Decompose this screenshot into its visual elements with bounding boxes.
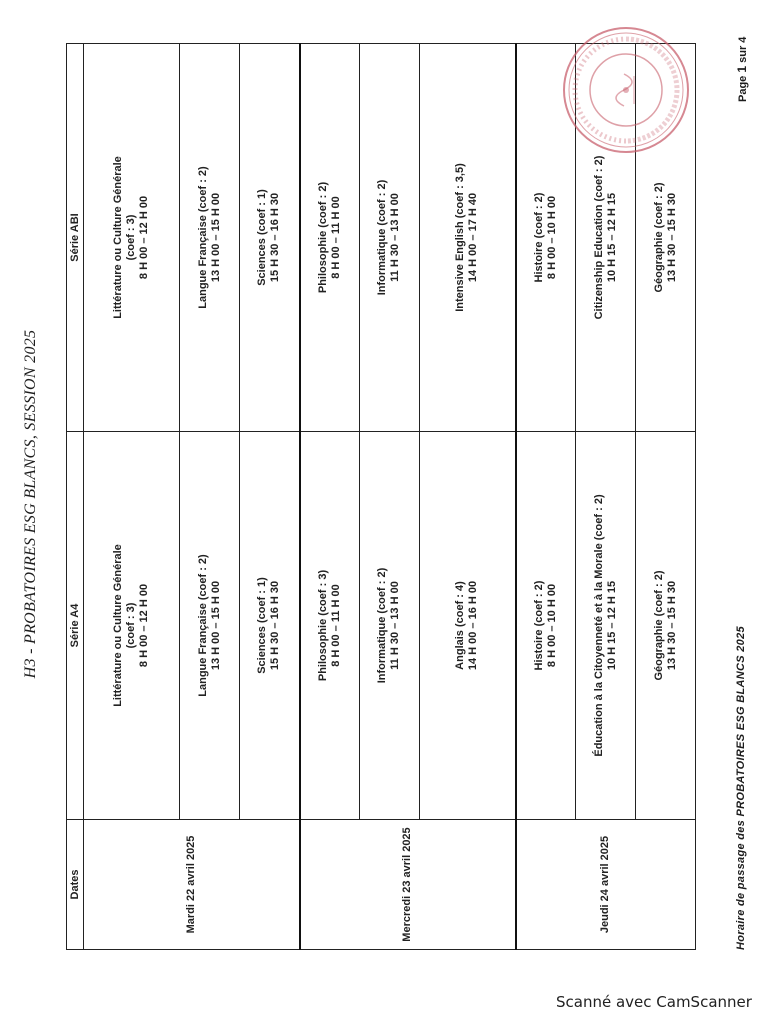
table-row (84, 44, 180, 950)
exam-subject: Éducation à la Citoyenneté et à la Morale (coef : 2) (592, 494, 605, 757)
exam-subject: Littérature ou Culture Générale (112, 156, 125, 319)
date-cell: Jeudi 24 avril 2025 (516, 820, 696, 950)
table-row (360, 44, 420, 950)
exam-subject: Informatique (coef : 2) (376, 567, 389, 684)
exam-cell-a4 (636, 432, 696, 820)
exam-time: 8 H 00 – 12 H 00 (138, 583, 151, 668)
exam-cell-abi (240, 44, 300, 432)
table-row (419, 44, 515, 950)
exam-subject: Intensive English (coef : 3,5) (454, 163, 467, 312)
exam-time: 10 H 15 – 12 H 15 (605, 580, 618, 671)
exam-subject: Géographie (coef : 2) (652, 182, 665, 293)
exam-cell-a4 (360, 432, 420, 820)
exam-cell-abi (360, 44, 420, 432)
exam-cell-abi (419, 44, 515, 432)
schedule-table (66, 43, 696, 950)
scanner-watermark: Scanné avec CamScanner (556, 993, 752, 1011)
table-row (516, 44, 576, 950)
exam-time: 8 H 00 – 12 H 00 (138, 195, 151, 280)
header-dates: Dates (67, 820, 84, 950)
exam-cell-abi (84, 44, 180, 432)
exam-subject: Langue Française (coef : 2) (196, 166, 209, 309)
page-current: 1 (735, 65, 749, 73)
exam-time: 13 H 30 – 15 H 30 (665, 580, 678, 671)
exam-cell-a4 (180, 432, 240, 820)
exam-subject: Géographie (coef : 2) (652, 570, 665, 681)
exam-time: 14 H 00 – 16 H 00 (467, 580, 480, 671)
page-number (735, 37, 749, 102)
exam-subject: Informatique (coef : 2) (376, 179, 389, 296)
exam-time: 13 H 00 – 15 H 00 (209, 192, 222, 283)
table-row (576, 44, 636, 950)
footer-note: Horaire de passage des PROBATOIRES ESG BLANCS 2025 (735, 626, 747, 950)
exam-time: 8 H 00 – 11 H 00 (329, 584, 342, 667)
exam-subject: Littérature ou Culture Générale (112, 544, 125, 707)
exam-subject: Philosophie (coef : 3) (316, 569, 329, 682)
page-title: H3 - PROBATOIRES ESG BLANCS, SESSION 2025 (22, 329, 39, 679)
exam-subject: Philosophie (coef : 2) (316, 181, 329, 294)
table-header-row (67, 44, 84, 950)
exam-cell-a4 (84, 432, 180, 820)
page-sep: sur (737, 45, 749, 63)
exam-coef: (coef : 3) (125, 602, 138, 649)
table-row (180, 44, 240, 950)
exam-subject: Histoire (coef : 2) (533, 192, 545, 283)
exam-coef: (coef : 3) (125, 214, 138, 261)
exam-time: 14 H 00 – 17 H 40 (467, 192, 480, 283)
exam-time: 13 H 00 – 15 H 00 (209, 580, 222, 671)
header-serie-abi: Série ABI (67, 44, 84, 432)
exam-time: 13 H 30 – 15 H 30 (665, 192, 678, 283)
exam-cell-a4 (300, 432, 360, 820)
exam-cell-a4 (516, 432, 576, 820)
date-cell: Mercredi 23 avril 2025 (300, 820, 516, 950)
exam-time: 15 H 30 – 16 H 30 (269, 580, 282, 671)
table-row (636, 44, 696, 950)
exam-cell-a4 (419, 432, 515, 820)
page-label: Page (737, 75, 749, 102)
exam-subject: Citizenship Education (coef : 2) (592, 155, 605, 320)
exam-cell-abi (180, 44, 240, 432)
exam-subject: Histoire (coef : 2) (533, 580, 545, 671)
exam-time: 11 H 30 – 13 H 00 (389, 193, 402, 282)
exam-cell-a4 (576, 432, 636, 820)
official-stamp (560, 24, 692, 156)
exam-time: 8 H 00 – 10 H 00 (546, 583, 558, 668)
table-row (240, 44, 300, 950)
exam-time: 11 H 30 – 13 H 00 (389, 581, 402, 670)
exam-cell-abi (300, 44, 360, 432)
exam-time: 8 H 00 – 11 H 00 (329, 196, 342, 279)
exam-subject: Anglais (coef : 4) (454, 581, 467, 670)
exam-subject: Sciences (coef : 1) (256, 577, 269, 674)
exam-time: 10 H 15 – 12 H 15 (605, 192, 618, 283)
exam-cell-a4 (240, 432, 300, 820)
exam-time: 15 H 30 – 16 H 30 (269, 192, 282, 283)
exam-subject: Sciences (coef : 1) (256, 189, 269, 286)
table-row (300, 44, 360, 950)
date-cell: Mardi 22 avril 2025 (84, 820, 300, 950)
exam-subject: Langue Française (coef : 2) (196, 554, 209, 697)
header-serie-a4: Série A4 (67, 432, 84, 820)
exam-time: 8 H 00 – 10 H 00 (546, 195, 558, 280)
page-total: 4 (737, 36, 749, 43)
